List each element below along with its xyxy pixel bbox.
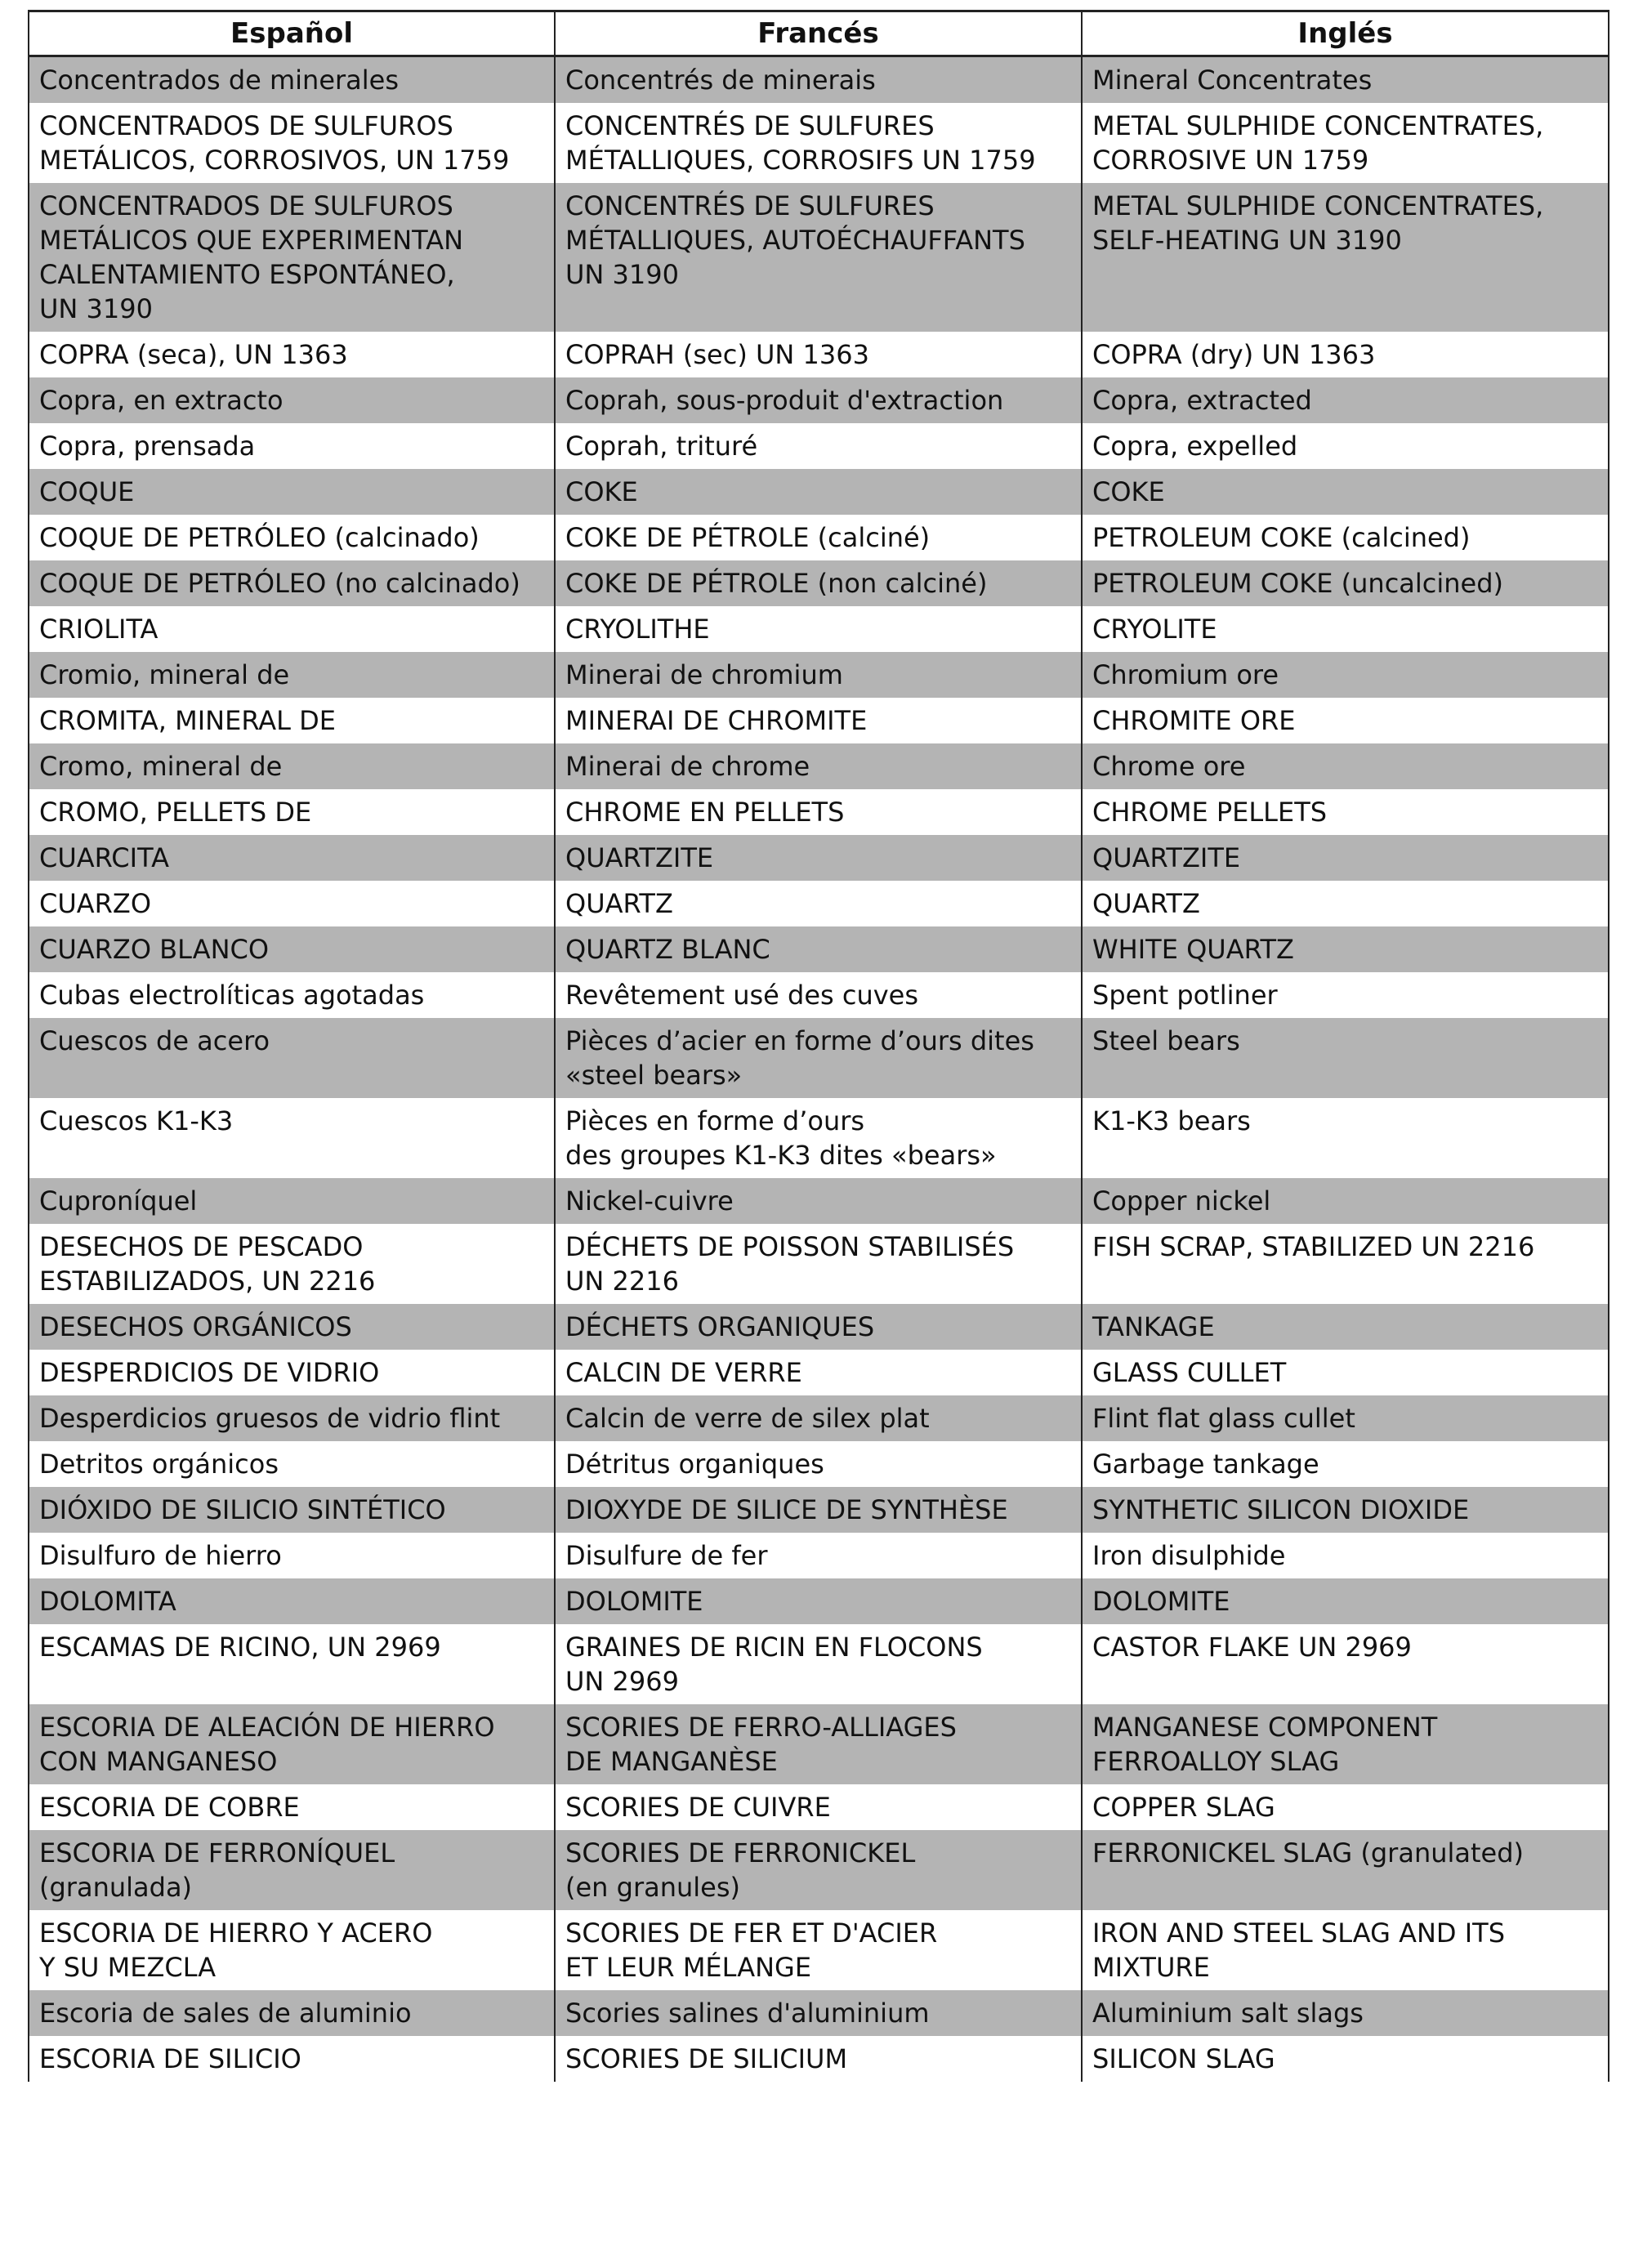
cell-spanish: Cromio, mineral de (29, 652, 555, 698)
table-row (29, 1018, 1609, 1098)
table-row (29, 1224, 1609, 1304)
cell-french: SCORIES DE CUIVRE (555, 1784, 1082, 1830)
cell-french: CONCENTRÉS DE SULFURES MÉTALLIQUES, CORROSIFS UN 1759 (555, 103, 1082, 183)
cell-english: IRON AND STEEL SLAG AND ITS MIXTURE (1082, 1910, 1609, 1990)
cell-english: METAL SULPHIDE CONCENTRATES, SELF-HEATING UN 3190 (1082, 183, 1609, 332)
cell-french: DÉCHETS DE POISSON STABILISÉS UN 2216 (555, 1224, 1082, 1304)
table-row (29, 377, 1609, 423)
table-row (29, 2036, 1609, 2082)
cell-spanish: Copra, prensada (29, 423, 555, 469)
cell-french: COKE DE PÉTROLE (calciné) (555, 515, 1082, 560)
cell-french: Détritus organiques (555, 1441, 1082, 1487)
table-row (29, 1990, 1609, 2036)
table-row (29, 1830, 1609, 1910)
table-row (29, 103, 1609, 183)
cell-spanish: DOLOMITA (29, 1578, 555, 1624)
cell-french: SCORIES DE FER ET D'ACIER ET LEUR MÉLANGE (555, 1910, 1082, 1990)
table-row (29, 1533, 1609, 1578)
glossary-table (28, 10, 1609, 2082)
cell-french: DOLOMITE (555, 1578, 1082, 1624)
cell-french: QUARTZITE (555, 835, 1082, 881)
cell-spanish: Escoria de sales de aluminio (29, 1990, 555, 2036)
cell-spanish: CONCENTRADOS DE SULFUROS METÁLICOS, CORROSIVOS, UN 1759 (29, 103, 555, 183)
cell-english: PETROLEUM COKE (uncalcined) (1082, 560, 1609, 606)
cell-english: Mineral Concentrates (1082, 56, 1609, 104)
cell-spanish: Detritos orgánicos (29, 1441, 555, 1487)
cell-french: SCORIES DE FERRO-ALLIAGES DE MANGANÈSE (555, 1704, 1082, 1784)
cell-english: QUARTZ (1082, 881, 1609, 926)
table-row (29, 1578, 1609, 1624)
table-row (29, 606, 1609, 652)
cell-french: COPRAH (sec) UN 1363 (555, 332, 1082, 377)
cell-english: DOLOMITE (1082, 1578, 1609, 1624)
glossary-page (28, 10, 1608, 2082)
cell-english: Copra, expelled (1082, 423, 1609, 469)
cell-spanish: Disulfuro de hierro (29, 1533, 555, 1578)
column-header-spanish: Español (29, 11, 555, 56)
cell-spanish: COPRA (seca), UN 1363 (29, 332, 555, 377)
cell-spanish: CRIOLITA (29, 606, 555, 652)
table-row (29, 1704, 1609, 1784)
cell-english: CHROMITE ORE (1082, 698, 1609, 743)
table-row (29, 1304, 1609, 1350)
cell-english: PETROLEUM COKE (calcined) (1082, 515, 1609, 560)
table-row (29, 743, 1609, 789)
cell-spanish: CONCENTRADOS DE SULFUROS METÁLICOS QUE EXPERIMENTAN CALENTAMIENTO ESPONTÁNEO, UN 3190 (29, 183, 555, 332)
cell-spanish: Cuescos K1-K3 (29, 1098, 555, 1178)
cell-french: Pièces d’acier en forme d’ours dites «steel bears» (555, 1018, 1082, 1098)
cell-french: Concentrés de minerais (555, 56, 1082, 104)
table-row (29, 1487, 1609, 1533)
cell-english: Copper nickel (1082, 1178, 1609, 1224)
table-row (29, 1784, 1609, 1830)
cell-spanish: Copra, en extracto (29, 377, 555, 423)
table-row (29, 835, 1609, 881)
table-row (29, 926, 1609, 972)
table-row (29, 56, 1609, 104)
table-row (29, 1624, 1609, 1704)
cell-spanish: Cuproníquel (29, 1178, 555, 1224)
table-row (29, 332, 1609, 377)
cell-english: WHITE QUARTZ (1082, 926, 1609, 972)
table-row (29, 1910, 1609, 1990)
cell-french: Minerai de chrome (555, 743, 1082, 789)
cell-spanish: CUARCITA (29, 835, 555, 881)
cell-spanish: CUARZO (29, 881, 555, 926)
cell-english: FERRONICKEL SLAG (granulated) (1082, 1830, 1609, 1910)
cell-spanish: ESCORIA DE HIERRO Y ACERO Y SU MEZCLA (29, 1910, 555, 1990)
cell-english: COKE (1082, 469, 1609, 515)
cell-spanish: ESCORIA DE COBRE (29, 1784, 555, 1830)
cell-spanish: Cubas electrolíticas agotadas (29, 972, 555, 1018)
cell-french: COKE DE PÉTROLE (non calciné) (555, 560, 1082, 606)
cell-english: MANGANESE COMPONENT FERROALLOY SLAG (1082, 1704, 1609, 1784)
cell-english: Iron disulphide (1082, 1533, 1609, 1578)
table-row (29, 1441, 1609, 1487)
cell-spanish: CROMITA, MINERAL DE (29, 698, 555, 743)
cell-spanish: ESCORIA DE FERRONÍQUEL (granulada) (29, 1830, 555, 1910)
cell-french: GRAINES DE RICIN EN FLOCONS UN 2969 (555, 1624, 1082, 1704)
cell-french: CHROME EN PELLETS (555, 789, 1082, 835)
cell-english: K1-K3 bears (1082, 1098, 1609, 1178)
cell-english: QUARTZITE (1082, 835, 1609, 881)
table-row (29, 1395, 1609, 1441)
header-row (29, 11, 1609, 56)
cell-french: Calcin de verre de silex plat (555, 1395, 1082, 1441)
cell-spanish: DIÓXIDO DE SILICIO SINTÉTICO (29, 1487, 555, 1533)
cell-french: Coprah, sous-produit d'extraction (555, 377, 1082, 423)
table-row (29, 469, 1609, 515)
cell-spanish: CROMO, PELLETS DE (29, 789, 555, 835)
cell-spanish: Desperdicios gruesos de vidrio flint (29, 1395, 555, 1441)
cell-spanish: COQUE DE PETRÓLEO (calcinado) (29, 515, 555, 560)
table-body (29, 56, 1609, 2083)
cell-spanish: DESECHOS ORGÁNICOS (29, 1304, 555, 1350)
cell-english: Spent potliner (1082, 972, 1609, 1018)
cell-spanish: COQUE DE PETRÓLEO (no calcinado) (29, 560, 555, 606)
table-row (29, 1350, 1609, 1395)
cell-spanish: DESECHOS DE PESCADO ESTABILIZADOS, UN 2216 (29, 1224, 555, 1304)
table-row (29, 789, 1609, 835)
cell-english: CHROME PELLETS (1082, 789, 1609, 835)
cell-english: TANKAGE (1082, 1304, 1609, 1350)
cell-french: Disulfure de fer (555, 1533, 1082, 1578)
cell-english: Aluminium salt slags (1082, 1990, 1609, 2036)
cell-english: Garbage tankage (1082, 1441, 1609, 1487)
column-header-english: Inglés (1082, 11, 1609, 56)
cell-french: CRYOLITHE (555, 606, 1082, 652)
cell-english: Chromium ore (1082, 652, 1609, 698)
cell-french: Coprah, trituré (555, 423, 1082, 469)
cell-spanish: Concentrados de minerales (29, 56, 555, 104)
cell-spanish: ESCAMAS DE RICINO, UN 2969 (29, 1624, 555, 1704)
cell-french: CALCIN DE VERRE (555, 1350, 1082, 1395)
cell-spanish: ESCORIA DE ALEACIÓN DE HIERRO CON MANGANESO (29, 1704, 555, 1784)
cell-english: COPPER SLAG (1082, 1784, 1609, 1830)
cell-french: Pièces en forme d’ours des groupes K1-K3 dites «bears» (555, 1098, 1082, 1178)
table-row (29, 515, 1609, 560)
cell-english: CRYOLITE (1082, 606, 1609, 652)
cell-english: Flint flat glass cullet (1082, 1395, 1609, 1441)
cell-english: SILICON SLAG (1082, 2036, 1609, 2082)
cell-spanish: ESCORIA DE SILICIO (29, 2036, 555, 2082)
cell-french: MINERAI DE CHROMITE (555, 698, 1082, 743)
cell-english: FISH SCRAP, STABILIZED UN 2216 (1082, 1224, 1609, 1304)
cell-english: SYNTHETIC SILICON DIOXIDE (1082, 1487, 1609, 1533)
table-row (29, 652, 1609, 698)
cell-french: SCORIES DE FERRONICKEL (en granules) (555, 1830, 1082, 1910)
cell-french: QUARTZ BLANC (555, 926, 1082, 972)
cell-english: Steel bears (1082, 1018, 1609, 1098)
cell-spanish: DESPERDICIOS DE VIDRIO (29, 1350, 555, 1395)
table-row (29, 560, 1609, 606)
cell-french: DIOXYDE DE SILICE DE SYNTHÈSE (555, 1487, 1082, 1533)
column-header-french: Francés (555, 11, 1082, 56)
table-row (29, 698, 1609, 743)
cell-french: SCORIES DE SILICIUM (555, 2036, 1082, 2082)
table-row (29, 1178, 1609, 1224)
table-row (29, 183, 1609, 332)
cell-english: GLASS CULLET (1082, 1350, 1609, 1395)
cell-english: METAL SULPHIDE CONCENTRATES, CORROSIVE UN 1759 (1082, 103, 1609, 183)
table-header (29, 11, 1609, 56)
cell-spanish: Cuescos de acero (29, 1018, 555, 1098)
cell-french: QUARTZ (555, 881, 1082, 926)
cell-french: Minerai de chromium (555, 652, 1082, 698)
cell-english: COPRA (dry) UN 1363 (1082, 332, 1609, 377)
cell-french: CONCENTRÉS DE SULFURES MÉTALLIQUES, AUTOÉCHAUFFANTS UN 3190 (555, 183, 1082, 332)
cell-spanish: Cromo, mineral de (29, 743, 555, 789)
table-row (29, 972, 1609, 1018)
table-row (29, 423, 1609, 469)
cell-english: CASTOR FLAKE UN 2969 (1082, 1624, 1609, 1704)
cell-french: Nickel-cuivre (555, 1178, 1082, 1224)
table-row (29, 881, 1609, 926)
cell-french: Scories salines d'aluminium (555, 1990, 1082, 2036)
cell-french: DÉCHETS ORGANIQUES (555, 1304, 1082, 1350)
cell-spanish: CUARZO BLANCO (29, 926, 555, 972)
cell-spanish: COQUE (29, 469, 555, 515)
cell-french: Revêtement usé des cuves (555, 972, 1082, 1018)
cell-french: COKE (555, 469, 1082, 515)
table-row (29, 1098, 1609, 1178)
cell-english: Chrome ore (1082, 743, 1609, 789)
cell-english: Copra, extracted (1082, 377, 1609, 423)
